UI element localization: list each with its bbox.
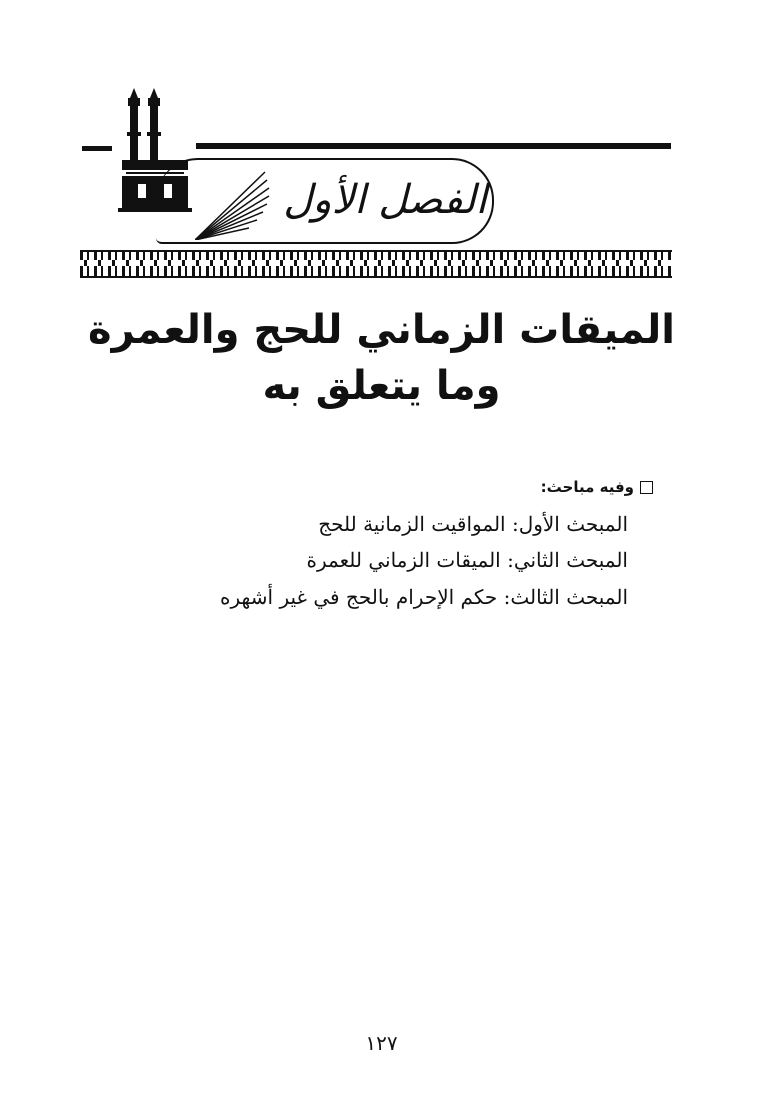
section-label: المبحث الثالث: bbox=[503, 585, 628, 609]
chapter-banner bbox=[70, 80, 680, 280]
section-item-2 bbox=[307, 548, 628, 572]
main-title-line2: وما يتعلق به bbox=[262, 363, 501, 409]
banner-rule-right bbox=[196, 143, 671, 149]
section-text: المواقيت الزمانية للحج bbox=[318, 512, 506, 536]
section-item-3 bbox=[220, 585, 628, 609]
section-text: حكم الإحرام بالحج في غير أشهره bbox=[220, 585, 498, 609]
main-title-line1: الميقات الزماني للحج والعمرة bbox=[87, 307, 676, 353]
sections-intro bbox=[541, 478, 653, 496]
chapter-title: الفصل الأول bbox=[283, 177, 487, 223]
banner-rule-left bbox=[82, 146, 112, 151]
square-bullet-icon bbox=[640, 481, 653, 494]
sections-intro-text: وفيه مباحث: bbox=[540, 478, 634, 496]
section-text: الميقات الزماني للعمرة bbox=[306, 548, 501, 572]
ornamental-border bbox=[80, 250, 672, 278]
page-number: ١٢٧ bbox=[365, 1031, 398, 1055]
section-item-1 bbox=[318, 512, 628, 536]
section-label: المبحث الثاني: bbox=[507, 548, 628, 572]
section-label: المبحث الأول: bbox=[511, 512, 628, 536]
